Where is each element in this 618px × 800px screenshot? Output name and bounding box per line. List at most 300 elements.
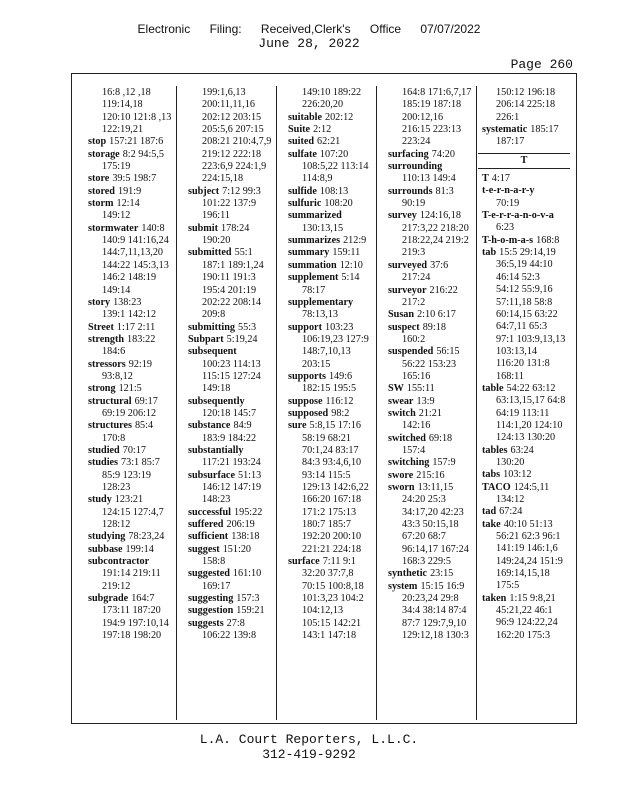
page-line-refs: 56:15 (436, 346, 460, 358)
index-entry (388, 383, 471, 395)
page-line-refs: 120:10 121:8 ,13 (102, 111, 172, 123)
index-term: structural (88, 395, 132, 407)
index-term: taken (482, 592, 507, 604)
index-entry (388, 580, 471, 643)
page-line-refs: 164:7 (131, 593, 155, 605)
index-entry (188, 321, 271, 334)
page-line-refs: 168:3 229:5 (402, 556, 451, 568)
page-line-refs: 184:6 (102, 346, 126, 358)
page-line-refs: 157:21 187:6 (109, 136, 164, 148)
index-entry (192, 87, 271, 186)
page-line-refs: 70:19 (496, 197, 520, 209)
index-entry (88, 457, 171, 494)
index-entry (288, 407, 369, 420)
page-line-refs: 62:21 (317, 136, 341, 148)
index-term: surrounds (388, 185, 433, 197)
page-line-refs: 161:10 (232, 568, 262, 580)
index-entry (88, 531, 171, 543)
page-line-refs: 58:19 68:21 (302, 432, 351, 444)
index-entry (188, 395, 271, 421)
index-term: successful (188, 506, 232, 518)
page-line-refs: 101:22 137:9 (202, 198, 257, 210)
page-line-refs: 221:21 224:18 (302, 543, 362, 555)
page-line-refs: 116:12 (325, 395, 354, 407)
index-term: study (88, 494, 112, 506)
index-term: studies (88, 457, 119, 469)
page-line-refs: 70:15 100:8,18 (302, 580, 364, 592)
page-line-refs: 205:5,6 207:15 (202, 124, 264, 136)
index-term: substantially (188, 444, 244, 456)
index-entry (482, 173, 570, 185)
index-term: storage (88, 148, 120, 160)
column-divider (476, 86, 477, 720)
index-term: SW (388, 383, 404, 395)
index-term: structures (88, 420, 132, 432)
page-line-refs: 114:8,9 (302, 173, 333, 185)
page-line-refs: 197:18 198:20 (102, 630, 162, 642)
page-line-refs: 141:19 146:1,6 (496, 543, 558, 555)
page-line-refs: 70:1,24 83:17 (302, 444, 359, 456)
index-entry (188, 568, 271, 593)
index-entry (482, 444, 570, 470)
page-line-refs: 45:21,22 46:1 (496, 605, 553, 617)
index-term: suggestion (188, 605, 234, 617)
page-line-refs: 32:20 37:7,8 (302, 568, 354, 580)
page-line-refs: 12:14 (116, 198, 140, 210)
page-line-refs: 23:15 (430, 568, 454, 580)
index-entry (188, 333, 271, 346)
page-line-refs: 119:14,18 (102, 99, 143, 111)
page-line-refs: 195:22 (234, 506, 263, 518)
index-entry (88, 148, 171, 174)
page-line-refs: 223:24 (402, 136, 431, 148)
page-line-refs: 200:12,16 (402, 111, 444, 123)
page-line-refs: 149:6 (328, 370, 353, 382)
page-line-refs: 78:23,24 (128, 531, 165, 543)
page-line-refs: 157:3 (236, 593, 260, 605)
page-line-refs: 146:12 147:19 (202, 482, 262, 493)
index-entry (288, 198, 369, 210)
page-line-refs: 166:20 167:18 (302, 494, 362, 506)
page-line-refs: 160:2 (402, 333, 426, 345)
page-line-refs: 144:7,11,13,20 (102, 247, 164, 259)
page-line-refs: 151:20 (222, 543, 252, 555)
page-line-refs: 54:22 63:12 (506, 382, 556, 394)
index-column-2 (188, 87, 271, 642)
index-entry (188, 469, 271, 507)
footer-phone: 312-419-9292 (262, 747, 356, 762)
page-line-refs: 196:11 (202, 210, 230, 222)
page-line-refs: 16:8 ,12 ,18 (102, 87, 151, 98)
page-line-refs: 206:19 (226, 519, 255, 531)
page-line-refs: 2:10 6:17 (417, 309, 456, 321)
index-entry (288, 395, 369, 408)
index-term: suppose (288, 395, 323, 407)
page-line-refs: 8:2 94:5,5 (122, 148, 165, 160)
page-line-refs: 93:14 115:5 (302, 469, 351, 481)
page-line-refs: 110:13 149:4 (402, 173, 456, 185)
index-entry (482, 592, 570, 642)
index-entry (288, 296, 369, 322)
page-line-refs: 223:6,9 224:1,9 (202, 161, 267, 173)
index-term: summary (288, 247, 330, 259)
page-line-refs: 143:1 147:18 (302, 630, 357, 642)
page-line-refs: 187:17 (496, 136, 525, 148)
page-line-refs: 107:20 (319, 148, 349, 160)
page-line-refs: 73:1 85:7 (121, 457, 160, 469)
index-entry (292, 87, 369, 112)
page-line-refs: 90:19 (402, 198, 426, 210)
page-line-refs: 202:12 203:15 (202, 111, 262, 123)
index-term: tables (482, 444, 508, 456)
page-line-refs: 140:9 141:16,24 (102, 235, 169, 247)
index-entry (88, 296, 171, 322)
index-term: TACO (482, 481, 511, 493)
index-term: sulfide (288, 185, 317, 197)
index-term: suspect (388, 321, 420, 333)
index-term: system (388, 580, 418, 592)
index-entry (482, 506, 570, 518)
index-term: Subpart (188, 333, 224, 345)
index-entry (88, 543, 171, 556)
index-term: T (482, 173, 489, 185)
page-line-refs: 157:9 (432, 457, 456, 469)
index-entry (188, 420, 271, 445)
page-line-refs: 15:5 29:14,19 (499, 247, 556, 259)
index-entry (388, 568, 471, 580)
page-line-refs: 128:12 (102, 519, 131, 531)
page-line-refs: 173:11 187:20 (102, 605, 161, 617)
page-line-refs: 187:1 189:1,24 (202, 259, 264, 271)
index-entry (482, 234, 570, 247)
index-entry (288, 124, 369, 136)
page-line-refs: 191:9 (117, 185, 142, 197)
index-entry (482, 382, 570, 445)
page-line-refs: 122:19,21 (102, 124, 144, 136)
page-line-refs: 2:12 (313, 124, 332, 136)
index-term: tab (482, 247, 497, 259)
page-line-refs: 56:21 62:3 96:1 (496, 531, 561, 543)
index-entry (388, 407, 471, 433)
index-term: suggests (188, 617, 224, 629)
page-line-refs: 24:20 25:3 (402, 494, 446, 506)
index-term: substance (188, 420, 231, 432)
index-entry (88, 593, 171, 642)
page-line-refs: 56:22 153:23 (402, 358, 457, 370)
page-line-refs: 219:3 (402, 247, 426, 259)
page-line-refs: 108:20 (324, 198, 353, 210)
index-entry (288, 185, 369, 198)
index-entry (388, 148, 471, 161)
page-line-refs: 60:14,15 63:22 (496, 308, 558, 320)
index-term: surveyor (388, 284, 427, 296)
index-entry (188, 346, 271, 395)
page-line-refs: 106:19,23 127:9 (302, 333, 369, 345)
index-entry (482, 185, 570, 210)
index-term: subject (188, 185, 220, 197)
page-line-refs: 57:11,18 58:8 (496, 296, 553, 308)
page-line-refs: 203:15 (302, 358, 331, 370)
page-line-refs: 55:3 (238, 321, 257, 333)
index-term: Street (88, 321, 114, 333)
page-line-refs: 114:1,20 124:10 (496, 419, 563, 431)
page-line-refs: 159:11 (332, 247, 361, 259)
page-line-refs: 70:17 (122, 444, 146, 456)
page-line-refs: 144:22 145:3,13 (102, 259, 169, 271)
page-line-refs: 165:16 (402, 370, 431, 382)
index-term: suggested (188, 568, 230, 580)
page-line-refs: 190:11 191:3 (202, 272, 256, 284)
page-line-refs: 7:11 9:1 (322, 556, 356, 568)
page-line-refs: 146:2 148:19 (102, 272, 157, 284)
page-line-refs: 115:15 127:24 (202, 370, 261, 382)
page-line-refs: 105:15 142:21 (302, 617, 362, 629)
page-line-refs: 12:10 (339, 259, 363, 271)
page-line-refs: 51:13 (237, 469, 262, 481)
index-term: suggest (188, 543, 220, 555)
column-divider (276, 86, 277, 720)
header-filing: Filing: (209, 22, 242, 36)
page-line-refs: 192:20 200:10 (302, 531, 362, 543)
page-line-refs: 185:17 (530, 124, 559, 136)
page-line-refs: 168:11 (496, 370, 524, 382)
index-term: surveyed (388, 259, 428, 271)
index-entry (388, 432, 471, 458)
page-line-refs: 121:5 (118, 383, 142, 395)
page-line-refs: 208:21 210:4,7,9 (202, 136, 272, 148)
page-line-refs: 116:20 131:8 (496, 358, 550, 370)
page-line-refs: 63:24 (510, 444, 534, 456)
index-column-5 (482, 87, 570, 642)
index-entry (88, 222, 171, 297)
page-line-refs: 150:12 196:18 (496, 87, 556, 98)
index-term: studying (88, 531, 126, 543)
page-line-refs: 162:20 175:3 (496, 629, 551, 641)
index-term: tad (482, 506, 497, 518)
page-line-refs: 130:13,15 (302, 222, 344, 234)
page-line-refs: 224:15,18 (202, 173, 244, 185)
filing-header (0, 22, 618, 36)
index-term: storm (88, 198, 114, 210)
page-line-refs: 55:1 (234, 247, 253, 259)
page-line-refs: 129:12,18 130:3 (402, 630, 469, 642)
page-line-refs: 67:24 (499, 506, 523, 518)
index-term: submit (188, 222, 219, 234)
header-electronic: Electronic (137, 22, 191, 36)
page-line-refs: 108:13 (319, 185, 349, 197)
page-line-refs: 5:14 (341, 272, 360, 284)
page-line-refs: 67:20 68:7 (402, 531, 446, 543)
page-line-refs: 46:14 52:3 (496, 271, 540, 283)
index-term: T-h-o-m-a-s (482, 234, 534, 246)
page-line-refs: 159:21 (236, 605, 265, 617)
index-term: switch (388, 407, 416, 419)
page-line-refs: 104:12,13 (302, 605, 344, 617)
index-column-1 (88, 87, 171, 642)
index-term: suffered (188, 519, 224, 531)
index-entry (388, 185, 471, 211)
page-line-refs: 84:3 93:4,6,10 (302, 457, 362, 469)
index-term: sulfuric (288, 198, 322, 210)
page-line-refs: 40:10 51:13 (503, 518, 553, 530)
page-line-refs: 200:11,11,16 (202, 99, 256, 111)
page-line-refs: 139:1 142:12 (102, 309, 157, 321)
page-line-refs: 164:8 171:6,7,17 (402, 87, 472, 98)
page-line-refs: 124:5,11 (513, 481, 550, 493)
page-line-refs: 142:16 (402, 420, 431, 432)
page-number: Page 260 (510, 57, 573, 72)
page-line-refs: 158:8 (202, 556, 226, 568)
index-entry (188, 506, 271, 519)
index-term: table (482, 382, 504, 394)
index-term: tabs (482, 469, 501, 481)
index-term: systematic (482, 124, 528, 136)
page-line-refs: 78:13,13 (302, 309, 338, 321)
index-term: surface (288, 556, 320, 568)
index-term: switching (388, 457, 430, 469)
index-entry (188, 531, 271, 543)
page-line-refs: 183:9 184:22 (202, 432, 257, 444)
page-line-refs: 54:12 55:9,16 (496, 284, 553, 296)
page-line-refs: 7:12 99:3 (222, 185, 261, 197)
index-entry (388, 482, 471, 568)
index-term: Suite (288, 124, 311, 136)
index-term: surrounding (388, 161, 443, 173)
page-line-refs: 92:19 (128, 358, 152, 370)
index-entry (388, 309, 471, 321)
page-line-refs: 124:15 127:4,7 (102, 506, 164, 518)
index-entry (482, 247, 570, 383)
page-line-refs: 130:20 (496, 456, 525, 468)
section-letter: T (478, 153, 570, 169)
page-line-refs: 34:17,20 42:23 (402, 506, 464, 518)
index-entry (388, 395, 471, 408)
page-line-refs: 78:17 (302, 284, 326, 296)
index-term: subsurface (188, 469, 235, 481)
index-entry (188, 605, 271, 617)
page-line-refs: 64:7,11 65:3 (496, 321, 548, 333)
page-line-refs: 149:10 189:22 (302, 87, 362, 98)
page-line-refs: 106:22 139:8 (202, 630, 257, 642)
index-entry (288, 148, 369, 186)
index-entry (92, 87, 171, 136)
page-line-refs: 148:7,10,13 (302, 346, 351, 358)
page-line-refs: 43:3 50:15,18 (402, 519, 459, 531)
header-received: Received,Clerk's (260, 22, 351, 36)
index-entry (88, 556, 171, 593)
page-line-refs: 171:2 175:13 (302, 506, 357, 518)
page-line-refs: 64:19 113:11 (496, 407, 550, 419)
index-term: stressors (88, 358, 126, 370)
index-term: sworn (388, 482, 415, 493)
page-line-refs: 149:12 (102, 210, 131, 222)
index-entry (88, 136, 171, 148)
index-term: suited (288, 136, 315, 148)
index-term: t-e-r-n-a-r-y (482, 185, 535, 197)
index-term: supposed (288, 407, 329, 419)
page-line-refs: 128:23 (102, 482, 131, 493)
page-line-refs: 149:18 (202, 383, 231, 395)
page-line-refs: 103:23 (324, 321, 354, 333)
page-line-refs: 206:14 225:18 (496, 99, 556, 111)
page-line-refs: 217:3,22 218:20 (402, 222, 469, 234)
index-entry (188, 519, 271, 531)
index-entry (392, 87, 471, 149)
index-entry (482, 210, 570, 235)
page-line-refs: 219:12 (102, 580, 131, 592)
index-entry (188, 543, 271, 569)
index-entry (188, 593, 271, 605)
index-term: studied (88, 444, 120, 456)
index-term: summarized (288, 210, 342, 222)
index-entry (88, 444, 171, 457)
index-term: supports (288, 370, 326, 382)
column-divider (376, 86, 377, 720)
index-entry (482, 469, 570, 481)
index-frame (71, 73, 577, 724)
index-term: supplementary (288, 296, 354, 308)
index-term: story (88, 296, 111, 308)
page-line-refs: 149:24,24 151:9 (496, 555, 563, 567)
page-line-refs: 124:13 130:20 (496, 432, 556, 444)
index-term: summarizes (288, 235, 341, 247)
page-line-refs: 93:8,12 (102, 370, 133, 382)
page-line-refs: 155:11 (406, 383, 435, 395)
index-term: suspended (388, 346, 434, 358)
index-term: stormwater (88, 222, 139, 234)
index-entry (188, 222, 271, 248)
page-line-refs: 217:24 (402, 272, 431, 284)
page-line-refs: 108:5,22 113:14 (302, 161, 369, 173)
header-date: 07/07/2022 (420, 22, 481, 36)
page-line-refs: 84:9 (233, 420, 252, 432)
index-entry (388, 161, 471, 186)
page-line-refs: 190:20 (202, 235, 231, 247)
index-entry (88, 173, 171, 185)
page-line-refs: 120:18 145:7 (202, 407, 257, 419)
page-line-refs: 37:6 (430, 259, 449, 271)
page-line-refs: 170:8 (102, 432, 126, 444)
index-term: switched (388, 432, 426, 444)
page-line-refs: 34:4 38:14 87:4 (402, 605, 467, 617)
index-entry (388, 210, 471, 259)
index-entry (88, 420, 171, 445)
index-entry (388, 469, 471, 482)
index-term: submitted (188, 247, 232, 259)
page-line-refs: 191:14 219:11 (102, 568, 161, 580)
page-line-refs: 140:8 (141, 222, 165, 234)
page-line-refs: 199:14 (125, 543, 154, 555)
index-term: Susan (388, 309, 415, 321)
index-term: summation (288, 259, 337, 271)
page-line-refs: 27:8 (226, 617, 245, 629)
page-line-refs: 6:23 (496, 222, 515, 234)
index-term: surfacing (388, 148, 429, 160)
page-line-refs: 226:1 (496, 111, 520, 123)
page-line-refs: 178:24 (221, 222, 250, 234)
page-line-refs: 1:17 2:11 (116, 321, 156, 333)
page-line-refs: 183:22 (127, 333, 156, 345)
index-term: suitable (288, 111, 322, 123)
page-line-refs: 123:21 (114, 494, 144, 506)
index-entry (388, 284, 471, 310)
page-line-refs: 4:17 (491, 173, 510, 185)
index-term: store (88, 173, 110, 185)
index-term: support (288, 321, 322, 333)
page-line-refs: 63:13,15,17 64:8 (496, 395, 566, 407)
page-line-refs: 129:13 142:6,22 (302, 482, 369, 493)
page-line-refs: 169:14,15,18 (496, 568, 550, 580)
